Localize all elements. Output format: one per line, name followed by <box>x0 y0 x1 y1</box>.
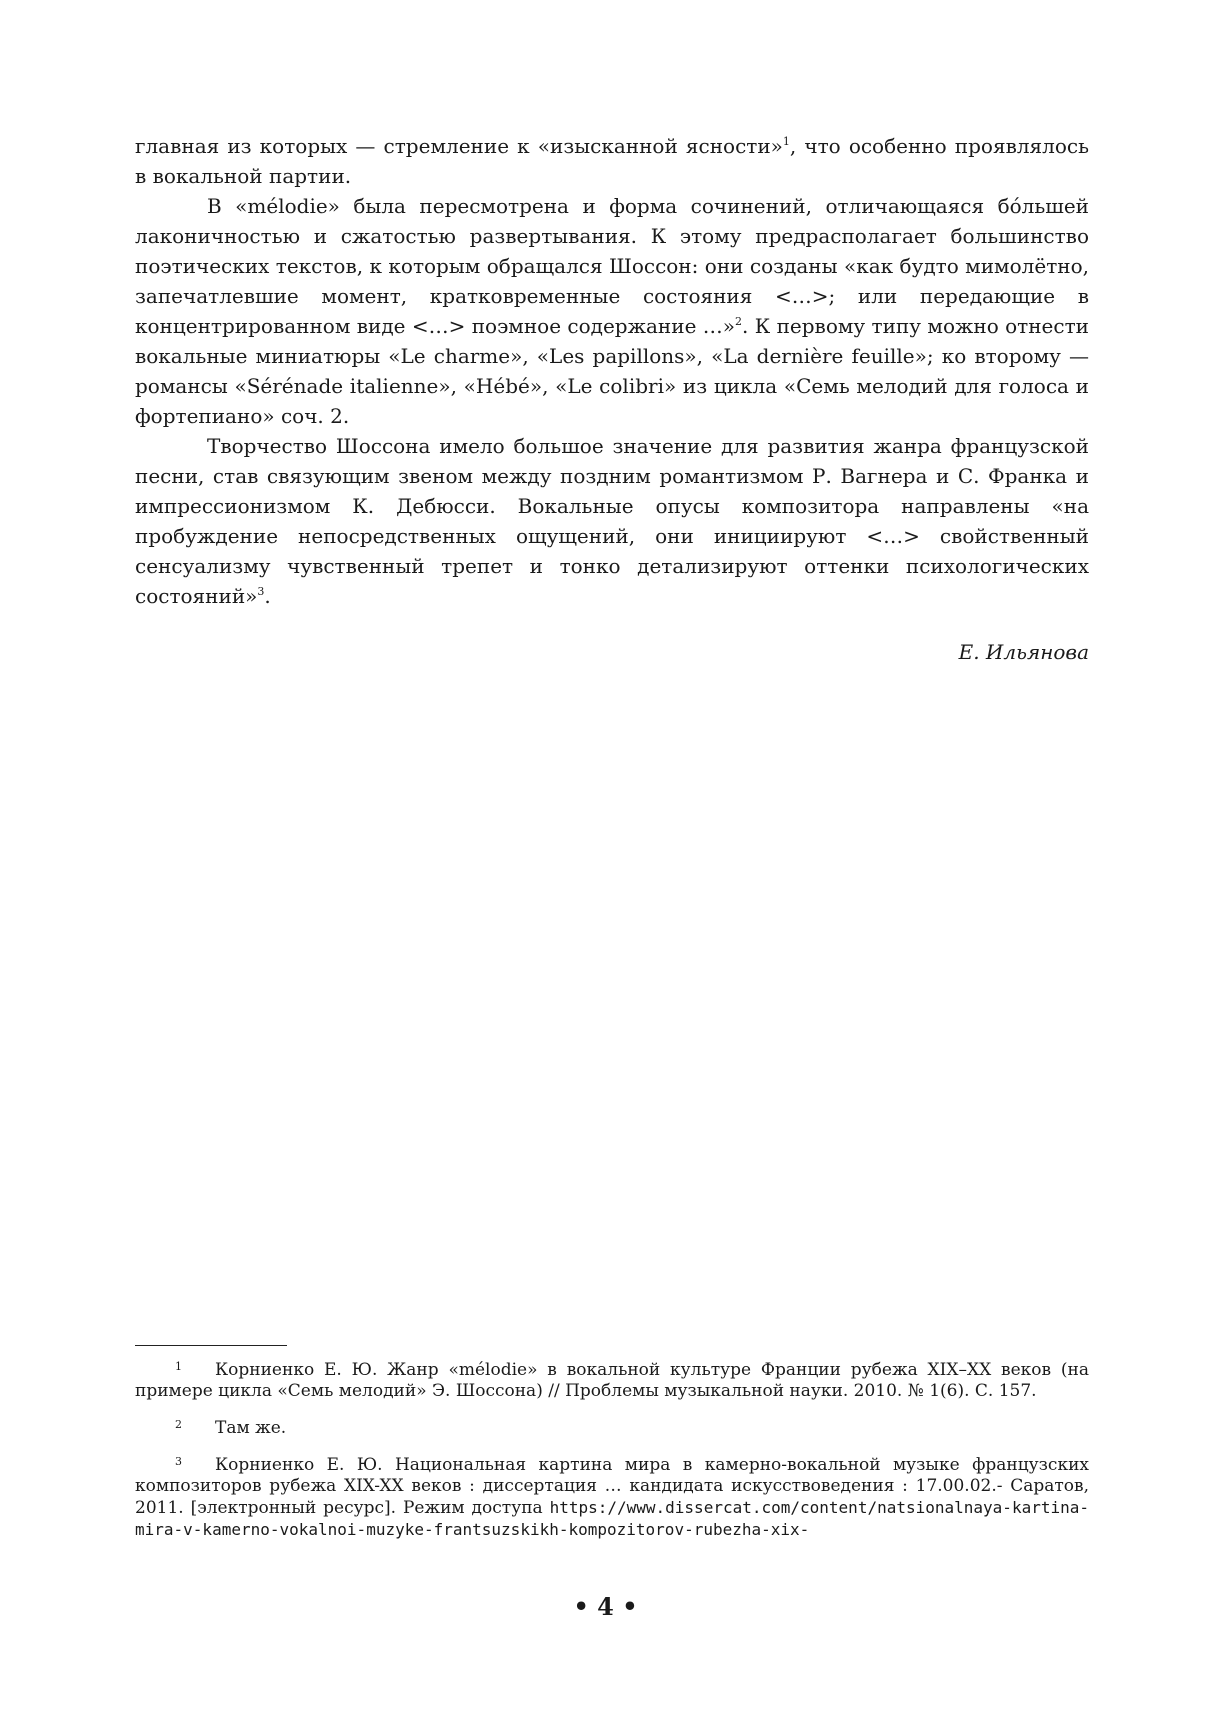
footnote-ref-2[interactable]: 2 <box>735 315 743 328</box>
footnote-ref-3[interactable]: 3 <box>257 585 265 598</box>
paragraph-2: В «mélodie» была пересмотрена и форма сочинений, отличающаяся бóльшей лаконичностью и сжатостью развертывания. К этому предрасполагает большинство поэтических текстов, к которым обращался Шоссон: они созданы «как будто мимолётно, запечатлевшие момент, кратковременные состояния <…>; или передающие в концентрированном виде <…> поэмное содержание …»$^2$. К первому типу можно отнести вокальные миниатюры «Le charme», «Les papillons», «La dernière feuille»; ко второму — романсы «Sérénade italienne», «Hébé», «Le colibri» из цикла «Семь мелодий для голоса и фортепиано» соч. 2. <box>135 194 1089 428</box>
footnote-text: Корниенко Е. Ю. Национальная картина мира в камерно-вокальной музыке французских композиторов рубежа XIX-XX веков : диссертация … кандидата искусствоведения : 17.00.02.- Саратов, 2011. [электронный ресурс]. Режим доступа <box>135 1455 1089 1518</box>
footnote-text: Корниенко Е. Ю. Жанр «mélodie» в вокальной культуре Франции рубежа XIX–XX веков (на примере цикла «Семь мелодий» Э. Шоссона) // Проблемы музыкальной науки. 2010. № 1(6). С. 157. <box>135 1360 1089 1401</box>
footnote-2 <box>135 1414 1089 1439</box>
footnote-ref-1[interactable]: 1 <box>782 135 790 148</box>
footnote-url-link[interactable]: https://www.dissercat.com/content/natsionalnaya-kartina-mira-v-kamerno-vokalnoi-muzyke-frantsuzskikh-kompozitorov-rubezha-xix- <box>135 1498 1089 1539</box>
footnote-number: 3 <box>175 1455 182 1468</box>
paragraph-1: главная из которых — стремление к «изысканной ясности»$^1$, что особенно проявлялось в вокальной партии. <box>135 134 1089 188</box>
footnotes <box>135 1356 1089 1553</box>
footnote-3 <box>135 1451 1089 1541</box>
author-signature: Е. Ильянова <box>958 640 1089 664</box>
main-text <box>135 131 1089 611</box>
footnote-number: 2 <box>175 1418 182 1431</box>
footnote-number: 1 <box>175 1360 182 1373</box>
footnote-separator <box>135 1345 287 1346</box>
paragraph-3: Творчество Шоссона имело большое значение для развития жанра французской песни, став связующим звеном между поздним романтизмом Р. Вагнера и С. Франка и импрессионизмом К. Дебюсси. Вокальные опусы композитора направлены «на пробуждение непосредственных ощущений, они инициируют <…> свойственный сенсуализму чувственный трепет и тонко детализируют оттенки психологических состояний»$^3$. <box>135 434 1089 608</box>
page-number: • 4 • <box>573 1592 638 1621</box>
footnote-1 <box>135 1356 1089 1402</box>
footnote-text: Там же. <box>215 1418 287 1438</box>
